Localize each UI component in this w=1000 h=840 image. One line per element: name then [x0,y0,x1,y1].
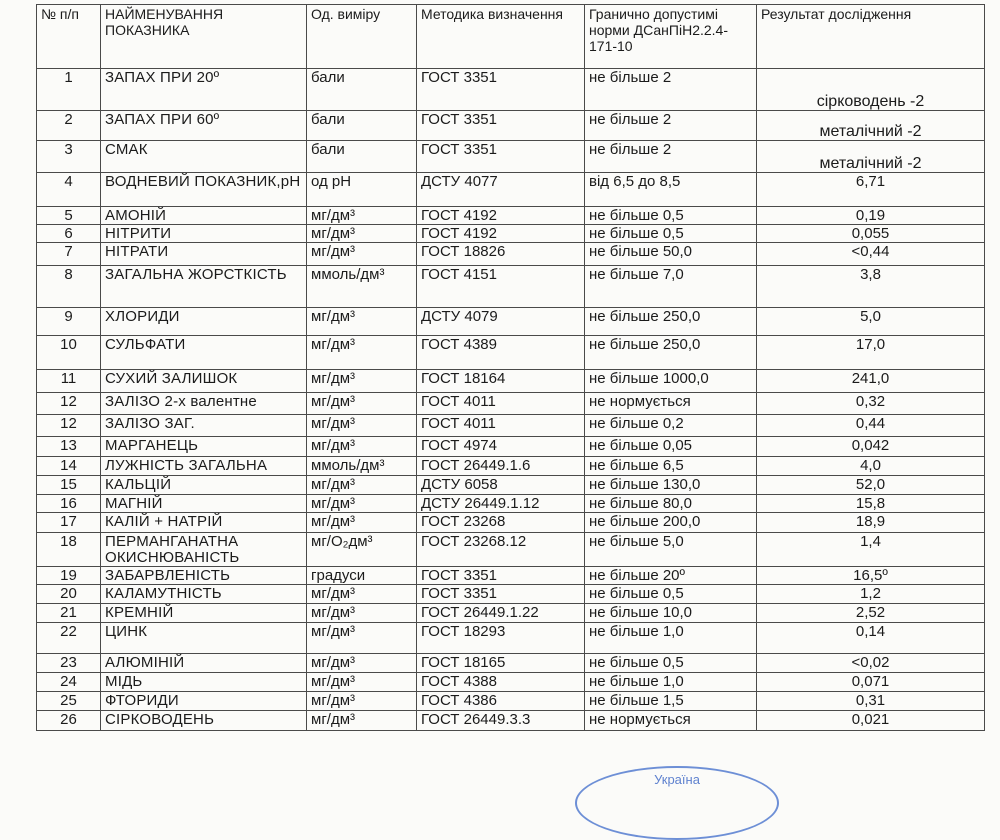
row-norm: не нормується [585,711,757,731]
row-result: 6,71 [757,173,985,207]
row-method: ГОСТ 18293 [417,623,585,654]
row-result: 16,5º [757,567,985,585]
row-name: ЗАПАХ ПРИ 60º [101,111,307,141]
row-method: ГОСТ 26449.3.3 [417,711,585,731]
row-unit: мг/дм³ [307,207,417,225]
row-unit: бали [307,69,417,111]
table-row [37,457,985,476]
row-name: ЗАЛІЗО 2-х валентне [101,393,307,415]
row-unit: мг/дм³ [307,692,417,711]
row-unit: мг/дм³ [307,673,417,692]
row-num: 23 [37,654,101,673]
row-unit: мг/дм³ [307,654,417,673]
row-norm: не більше 1,5 [585,692,757,711]
water-analysis-table [36,4,985,731]
row-norm: не більше 2 [585,141,757,173]
row-norm: не більше 10,0 [585,604,757,623]
row-name: КАЛАМУТНІСТЬ [101,585,307,604]
row-method: ДСТУ 4079 [417,308,585,336]
row-result: 0,14 [757,623,985,654]
row-result: 17,0 [757,336,985,370]
row-name: СУЛЬФАТИ [101,336,307,370]
row-num: 8 [37,266,101,308]
row-num: 21 [37,604,101,623]
header-norm: Гранично допустимі норми ДСанПіН2.2.4-171-10 [585,5,757,69]
row-norm: не більше 6,5 [585,457,757,476]
row-norm: не більше 0,05 [585,437,757,457]
row-result: 18,9 [757,513,985,533]
table-row [37,415,985,437]
row-method: ГОСТ 4151 [417,266,585,308]
row-unit: мг/дм³ [307,308,417,336]
row-norm: не більше 0,2 [585,415,757,437]
row-unit: мг/дм³ [307,415,417,437]
row-norm: не більше 0,5 [585,654,757,673]
table-row [37,69,985,111]
row-result: металічний -2 [757,141,985,173]
row-method: ГОСТ 18165 [417,654,585,673]
row-name: ЗАГАЛЬНА ЖОРСТКІСТЬ [101,266,307,308]
row-method: ДСТУ 4077 [417,173,585,207]
row-method: ГОСТ 4011 [417,393,585,415]
row-norm: не більше 0,5 [585,225,757,243]
table-row [37,308,985,336]
row-method: ГОСТ 26449.1.22 [417,604,585,623]
table-header-row [37,5,985,69]
table-row [37,533,985,567]
row-method: ГОСТ 4974 [417,437,585,457]
table-row [37,654,985,673]
row-unit: бали [307,111,417,141]
row-name: КАЛІЙ + НАТРІЙ [101,513,307,533]
row-norm: не більше 130,0 [585,476,757,495]
row-name: СУХИЙ ЗАЛИШОК [101,370,307,393]
row-unit: мг/дм³ [307,476,417,495]
stamp-text: Україна [654,772,700,787]
table-row [37,692,985,711]
row-num: 5 [37,207,101,225]
row-method: ГОСТ 3351 [417,567,585,585]
row-unit: мг/дм³ [307,437,417,457]
row-norm: не більше 50,0 [585,243,757,266]
row-num: 1 [37,69,101,111]
row-num: 12 [37,415,101,437]
row-name: ЗАПАХ ПРИ 20º [101,69,307,111]
row-method: ГОСТ 26449.1.6 [417,457,585,476]
row-num: 9 [37,308,101,336]
row-norm: від 6,5 до 8,5 [585,173,757,207]
row-num: 24 [37,673,101,692]
row-num: 25 [37,692,101,711]
row-unit: мг/дм³ [307,370,417,393]
row-result: 0,055 [757,225,985,243]
row-result: <0,02 [757,654,985,673]
row-num: 7 [37,243,101,266]
row-name: МАРГАНЕЦЬ [101,437,307,457]
table-row [37,141,985,173]
row-norm: не більше 0,5 [585,207,757,225]
table-row [37,266,985,308]
table-row [37,437,985,457]
table-row [37,513,985,533]
table-row [37,476,985,495]
row-method: ГОСТ 3351 [417,585,585,604]
row-result: 52,0 [757,476,985,495]
row-norm: не більше 2 [585,111,757,141]
row-result: 0,32 [757,393,985,415]
row-result: <0,44 [757,243,985,266]
row-norm: не більше 1,0 [585,623,757,654]
row-name: АМОНІЙ [101,207,307,225]
row-unit: мг/дм³ [307,243,417,266]
row-num: 13 [37,437,101,457]
row-name: ВОДНЕВИЙ ПОКАЗНИК,pH [101,173,307,207]
row-unit: мг/дм³ [307,393,417,415]
row-num: 4 [37,173,101,207]
row-name: ЛУЖНІСТЬ ЗАГАЛЬНА [101,457,307,476]
row-result: 3,8 [757,266,985,308]
row-name: НІТРАТИ [101,243,307,266]
row-num: 20 [37,585,101,604]
row-unit: ммоль/дм³ [307,266,417,308]
row-num: 2 [37,111,101,141]
table-row [37,623,985,654]
table-row [37,567,985,585]
row-num: 19 [37,567,101,585]
row-norm: не більше 250,0 [585,336,757,370]
row-name: ЦИНК [101,623,307,654]
row-norm: не більше 20º [585,567,757,585]
table-row [37,604,985,623]
row-method: ДСТУ 6058 [417,476,585,495]
table-row [37,111,985,141]
row-method: ГОСТ 18164 [417,370,585,393]
row-result: 5,0 [757,308,985,336]
table-row [37,711,985,731]
row-unit: мг/дм³ [307,513,417,533]
row-method: ГОСТ 18826 [417,243,585,266]
row-num: 18 [37,533,101,567]
header-result: Результат дослідження [757,5,985,69]
row-norm: не більше 0,5 [585,585,757,604]
row-norm: не нормується [585,393,757,415]
row-name: ХЛОРИДИ [101,308,307,336]
row-result: сірководень -2 [757,69,985,111]
row-method: ГОСТ 23268 [417,513,585,533]
header-num: № п/п [37,5,101,69]
table-row [37,673,985,692]
row-method: ГОСТ 3351 [417,111,585,141]
row-method: ГОСТ 3351 [417,69,585,111]
table-row [37,225,985,243]
row-num: 6 [37,225,101,243]
row-num: 16 [37,495,101,513]
row-result: 0,021 [757,711,985,731]
row-norm: не більше 250,0 [585,308,757,336]
row-method: ГОСТ 4389 [417,336,585,370]
row-result: 241,0 [757,370,985,393]
row-num: 3 [37,141,101,173]
row-num: 17 [37,513,101,533]
row-unit: мг/дм³ [307,336,417,370]
row-unit: мг/дм³ [307,623,417,654]
row-result: 1,4 [757,533,985,567]
row-result: 0,44 [757,415,985,437]
row-result: 0,042 [757,437,985,457]
row-norm: не більше 5,0 [585,533,757,567]
row-name: АЛЮМІНІЙ [101,654,307,673]
row-name: МІДЬ [101,673,307,692]
row-num: 14 [37,457,101,476]
row-unit: бали [307,141,417,173]
table-row [37,393,985,415]
row-num: 12 [37,393,101,415]
row-name: СІРКОВОДЕНЬ [101,711,307,731]
row-result: 0,071 [757,673,985,692]
row-unit: мг/дм³ [307,604,417,623]
row-num: 11 [37,370,101,393]
row-unit: мг/О₂дм³ [307,533,417,567]
row-name: СМАК [101,141,307,173]
row-unit: градуси [307,567,417,585]
table-row [37,495,985,513]
row-method: ГОСТ 4192 [417,207,585,225]
row-result: металічний -2 [757,111,985,141]
row-name: ЗАЛІЗО ЗАГ. [101,415,307,437]
row-name: ФТОРИДИ [101,692,307,711]
row-method: ДСТУ 26449.1.12 [417,495,585,513]
row-method: ГОСТ 4011 [417,415,585,437]
row-norm: не більше 2 [585,69,757,111]
document-page [36,4,984,731]
row-result: 2,52 [757,604,985,623]
row-norm: не більше 80,0 [585,495,757,513]
row-name: ЗАБАРВЛЕНІСТЬ [101,567,307,585]
row-num: 26 [37,711,101,731]
row-unit: мг/дм³ [307,711,417,731]
row-result: 0,31 [757,692,985,711]
row-unit: мг/дм³ [307,225,417,243]
row-name: МАГНІЙ [101,495,307,513]
table-row [37,207,985,225]
row-method: ГОСТ 4386 [417,692,585,711]
table-row [37,585,985,604]
row-method: ГОСТ 23268.12 [417,533,585,567]
row-method: ГОСТ 3351 [417,141,585,173]
header-name: НАЙМЕНУВАННЯ ПОКАЗНИКА [101,5,307,69]
row-num: 10 [37,336,101,370]
row-num: 22 [37,623,101,654]
row-name: КАЛЬЦІЙ [101,476,307,495]
row-norm: не більше 7,0 [585,266,757,308]
row-name: ПЕРМАНГАНАТНА ОКИСНЮВАНІСТЬ [101,533,307,567]
row-num: 15 [37,476,101,495]
row-norm: не більше 1,0 [585,673,757,692]
table-row [37,336,985,370]
row-result: 4,0 [757,457,985,476]
row-result: 15,8 [757,495,985,513]
row-unit: ммоль/дм³ [307,457,417,476]
row-unit: мг/дм³ [307,495,417,513]
table-row [37,243,985,266]
official-stamp [575,766,779,840]
row-norm: не більше 200,0 [585,513,757,533]
table-row [37,173,985,207]
row-unit: мг/дм³ [307,585,417,604]
header-method: Методика визначення [417,5,585,69]
row-method: ГОСТ 4388 [417,673,585,692]
header-unit: Од. виміру [307,5,417,69]
table-row [37,370,985,393]
row-name: НІТРИТИ [101,225,307,243]
row-norm: не більше 1000,0 [585,370,757,393]
row-unit: од pH [307,173,417,207]
row-method: ГОСТ 4192 [417,225,585,243]
row-name: КРЕМНІЙ [101,604,307,623]
row-result: 1,2 [757,585,985,604]
row-result: 0,19 [757,207,985,225]
